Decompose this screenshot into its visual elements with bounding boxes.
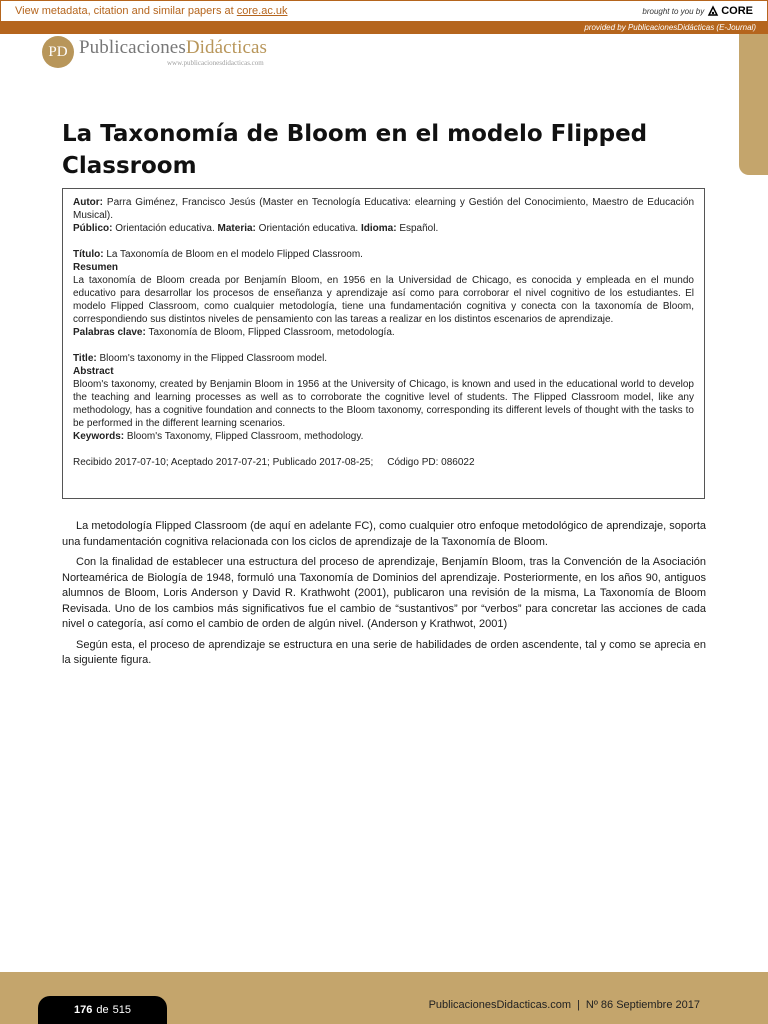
page-current: 176 bbox=[74, 1004, 93, 1016]
resumen-text: La taxonomía de Bloom creada por Benjamín Bloom, en 1956 en la Universidad de Chicago, es conocida y empleada en el mundo educativo para desarrollar los procesos de enseñanza y aprendizaje así como para corroborar el nivel cognitivo de los estudiantes. El modelo Flipped Classroom, como cualquier metodología, tiene una fundamentación cognitiva y conecta con la taxonomía de Bloom, correspondiendo sus distintos niveles de pensamiento con las tareas a realizar en los distintos escenarios de aprendizaje. bbox=[73, 275, 694, 325]
dates-value: Recibido 2017-07-10; Aceptado 2017-07-21; Publicado 2017-08-25; bbox=[73, 457, 374, 468]
footer-journal-info bbox=[429, 999, 700, 1011]
palabras-label: Palabras clave: bbox=[73, 327, 146, 338]
abstract-heading bbox=[73, 365, 694, 378]
brought-by-text: brought to you by bbox=[642, 6, 705, 16]
provided-by-text: provided by PublicacionesDidácticas (E-Journal) bbox=[584, 23, 756, 32]
abstract-text: Bloom's taxonomy, created by Benjamin Bloom in 1956 at the University of Chicago, is known and used in the educational world to develop the teaching and learning processes as well as to corroborate the cognitive level of students. The Flipped Classroom model, like any methodology, has a cognitive foundation and connects to the Bloom taxonomy, corresponding its different levels of thought with the tasks to be performed in the different learning scenarios. bbox=[73, 379, 694, 429]
publico-label: Público: bbox=[73, 223, 113, 234]
page-of: de bbox=[96, 1004, 109, 1016]
journal-name-main: Publicaciones bbox=[79, 37, 186, 58]
resumen-heading bbox=[73, 261, 694, 274]
titulo-value: La Taxonomía de Bloom en el modelo Flipped Classroom. bbox=[106, 249, 363, 260]
code-value: Código PD: 086022 bbox=[387, 457, 475, 468]
materia-label: Materia: bbox=[217, 223, 256, 234]
core-link-prefix: View metadata, citation and similar papers at bbox=[15, 5, 234, 17]
palabras-value: Taxonomía de Bloom, Flipped Classroom, metodología. bbox=[148, 327, 395, 338]
publico-value: Orientación educativa. bbox=[115, 223, 215, 234]
footer-issue: Nº 86 Septiembre 2017 bbox=[585, 999, 700, 1011]
journal-logo-words bbox=[79, 37, 267, 67]
title-en-value: Bloom's taxonomy in the Flipped Classroom model. bbox=[99, 353, 328, 364]
core-branding bbox=[642, 5, 753, 17]
footer-separator: | bbox=[577, 999, 580, 1011]
core-logo[interactable] bbox=[707, 5, 753, 17]
title-en-label: Title: bbox=[73, 353, 97, 364]
body-paragraph: Según esta, el proceso de aprendizaje se estructura en una serie de habilidades de orden ascendente, tal y como se aprecia en la siguiente figura. bbox=[62, 638, 706, 666]
autor-label: Autor: bbox=[73, 197, 103, 208]
side-tab bbox=[739, 34, 768, 175]
keywords-label: Keywords: bbox=[73, 431, 125, 442]
publico-line bbox=[73, 222, 694, 235]
autor-value: Parra Giménez, Francisco Jesús (Master en Tecnología Educativa: elearning y Gestión del Conocimiento, Maestro de Educación Musical). bbox=[73, 197, 695, 221]
abstract-label: Abstract bbox=[73, 366, 114, 377]
core-top-bar bbox=[0, 0, 768, 22]
core-logo-icon bbox=[707, 5, 719, 17]
resumen-label: Resumen bbox=[73, 262, 119, 273]
spacer bbox=[73, 339, 694, 352]
body-paragraph: La metodología Flipped Classroom (de aquí en adelante FC), como cualquier otro enfoque metodológico de aprendizaje, soporta una fundamentación cognitiva relacionada con los ciclos de aprendizaje de la Taxonomía de Bloom. bbox=[62, 520, 706, 548]
title-en-line bbox=[73, 352, 694, 365]
journal-url: www.publicacionesdidacticas.com bbox=[167, 59, 264, 67]
titulo-line bbox=[73, 248, 694, 261]
body-paragraph: Con la finalidad de establecer una estructura del proceso de aprendizaje, Benjamín Bloom, tras la Convención de la Asociación Norteamérica de Biología de 1948, formuló una Taxonomía de Dominios del aprendizaje. Posteriormente, en los años 90, antiguos alumnos de Bloom, Loris Anderson y David R. Krathwoht (2001), publicaron una revisión de la misma, La Taxonomía de Bloom Revisada. Uno de los cambios más significativos fue el cambio de “sustantivos” por “verbos” para concretar las acciones de cada nivel o categoría, así como el cambio de orden de algún nivel. (Anderson y Krathwot, 2001) bbox=[62, 556, 706, 630]
core-metadata-link[interactable] bbox=[15, 5, 288, 17]
journal-name bbox=[79, 37, 267, 59]
keywords-line bbox=[73, 430, 694, 443]
journal-logo bbox=[42, 36, 267, 68]
page-total: 515 bbox=[112, 1004, 131, 1016]
idioma-label: Idioma: bbox=[360, 223, 397, 234]
palabras-line bbox=[73, 326, 694, 339]
autor-line bbox=[73, 196, 694, 222]
provided-by-bar bbox=[0, 22, 768, 34]
footer-journal-site[interactable]: PublicacionesDidacticas.com bbox=[428, 999, 572, 1011]
journal-name-accent: Didácticas bbox=[185, 37, 268, 58]
body-text bbox=[62, 519, 706, 674]
paper-title: La Taxonomía de Bloom en el modelo Flipped Classroom bbox=[62, 121, 648, 179]
page-number-tab bbox=[38, 996, 167, 1024]
core-logo-text: CORE bbox=[721, 5, 753, 17]
core-link-url[interactable]: core.ac.uk bbox=[236, 5, 288, 17]
keywords-value: Bloom's Taxonomy, Flipped Classroom, methodology. bbox=[126, 431, 364, 442]
dates-line bbox=[73, 456, 694, 469]
journal-logo-mark: PD bbox=[42, 36, 74, 68]
titulo-label: Título: bbox=[73, 249, 104, 260]
metadata-box bbox=[62, 188, 705, 499]
spacer bbox=[73, 235, 694, 248]
idioma-value: Español. bbox=[399, 223, 439, 234]
materia-value: Orientación educativa. bbox=[258, 223, 359, 234]
